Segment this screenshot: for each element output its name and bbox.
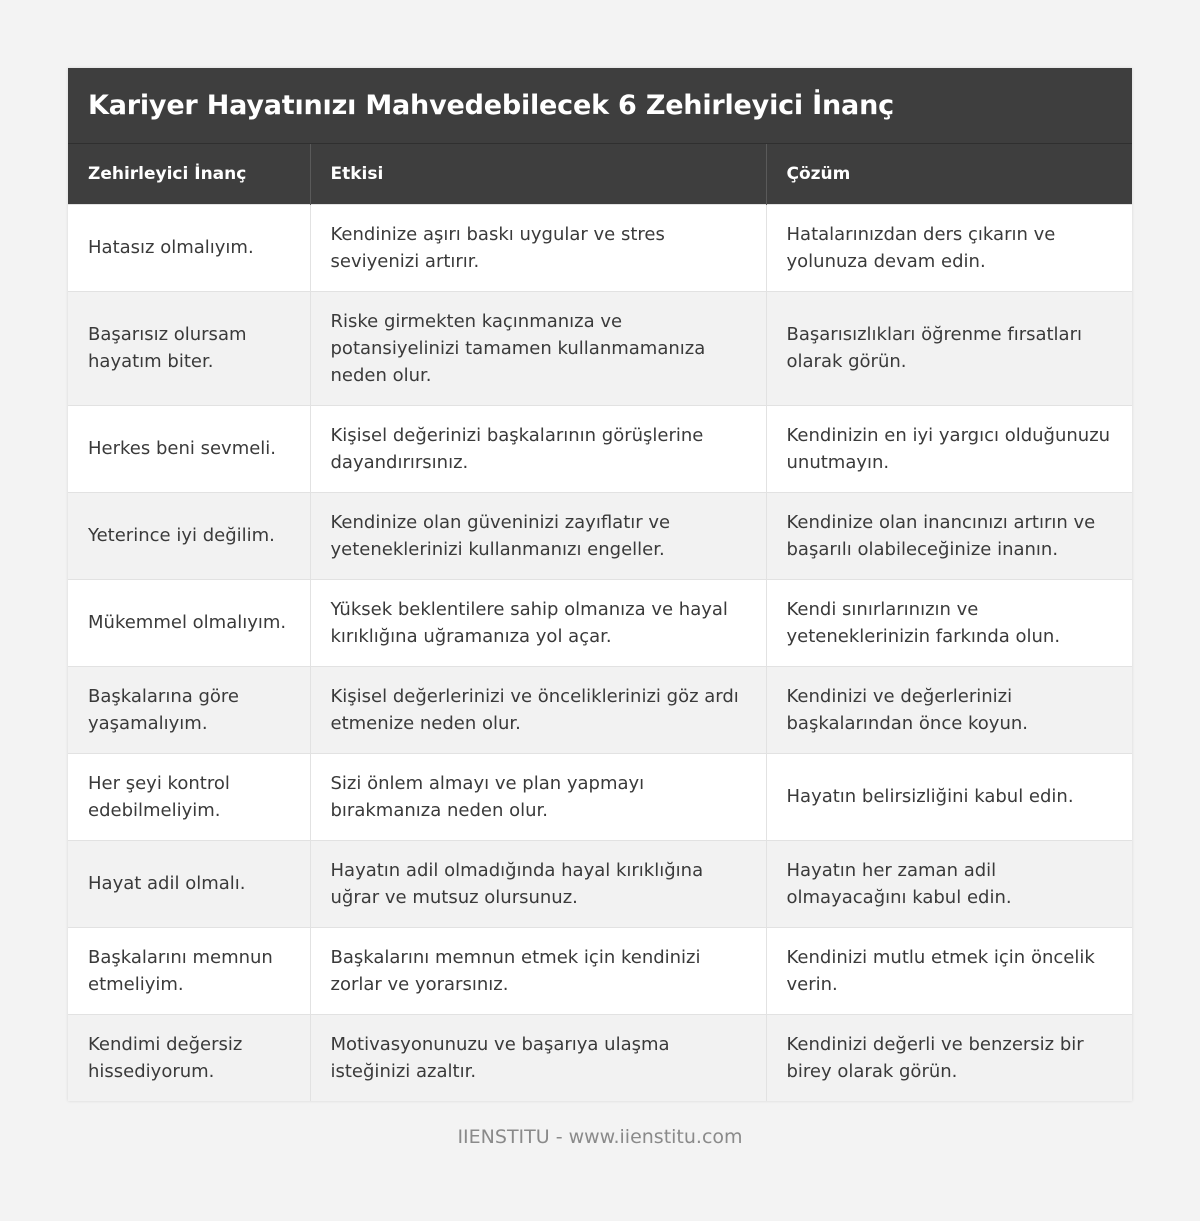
title-bar	[68, 68, 1132, 144]
solution-cell: Kendi sınırlarınızın ve yeteneklerinizin farkında olun.	[766, 579, 1132, 666]
effect-cell: Riske girmekten kaçınmanıza ve potansiyelinizi tamamen kullanmamanıza neden olur.	[310, 291, 766, 405]
effect-cell: Kendinize aşırı baskı uygular ve stres seviyenizi artırır.	[310, 204, 766, 291]
effect-cell: Sizi önlem almayı ve plan yapmayı bırakmanıza neden olur.	[310, 753, 766, 840]
solution-cell: Kendinize olan inancınızı artırın ve başarılı olabileceğinize inanın.	[766, 492, 1132, 579]
solution-cell: Hayatın her zaman adil olmayacağını kabul edin.	[766, 840, 1132, 927]
column-header-solution: Çözüm	[766, 144, 1132, 204]
belief-cell: Her şeyi kontrol edebilmeliyim.	[68, 753, 310, 840]
belief-cell: Mükemmel olmalıyım.	[68, 579, 310, 666]
table-row	[68, 1014, 1132, 1101]
belief-cell: Yeterince iyi değilim.	[68, 492, 310, 579]
belief-cell: Herkes beni sevmeli.	[68, 405, 310, 492]
belief-cell: Kendimi değersiz hissediyorum.	[68, 1014, 310, 1101]
column-header-belief: Zehirleyici İnanç	[68, 144, 310, 204]
effect-cell: Hayatın adil olmadığında hayal kırıklığına uğrar ve mutsuz olursunuz.	[310, 840, 766, 927]
column-header-effect: Etkisi	[310, 144, 766, 204]
effect-cell: Kişisel değerlerinizi ve önceliklerinizi göz ardı etmenize neden olur.	[310, 666, 766, 753]
table-row	[68, 753, 1132, 840]
effect-cell: Kişisel değerinizi başkalarının görüşlerine dayandırırsınız.	[310, 405, 766, 492]
solution-cell: Kendinizi mutlu etmek için öncelik verin.	[766, 927, 1132, 1014]
belief-cell: Başkalarına göre yaşamalıyım.	[68, 666, 310, 753]
effect-cell: Motivasyonunuzu ve başarıya ulaşma isteğinizi azaltır.	[310, 1014, 766, 1101]
solution-cell: Kendinizi değerli ve benzersiz bir birey olarak görün.	[766, 1014, 1132, 1101]
solution-cell: Kendinizi ve değerlerinizi başkalarından önce koyun.	[766, 666, 1132, 753]
table-row	[68, 405, 1132, 492]
solution-cell: Hatalarınızdan ders çıkarın ve yolunuza devam edin.	[766, 204, 1132, 291]
table-row	[68, 579, 1132, 666]
footer-credit: IIENSTITU - www.iienstitu.com	[457, 1126, 743, 1148]
solution-cell: Kendinizin en iyi yargıcı olduğunuzu unutmayın.	[766, 405, 1132, 492]
table-row	[68, 492, 1132, 579]
table-row	[68, 666, 1132, 753]
belief-cell: Hatasız olmalıyım.	[68, 204, 310, 291]
effect-cell: Kendinize olan güveninizi zayıflatır ve yeteneklerinizi kullanmanızı engeller.	[310, 492, 766, 579]
table-header-row	[68, 144, 1132, 204]
belief-cell: Başarısız olursam hayatım biter.	[68, 291, 310, 405]
table-row	[68, 927, 1132, 1014]
solution-cell: Hayatın belirsizliğini kabul edin.	[766, 753, 1132, 840]
belief-cell: Başkalarını memnun etmeliyim.	[68, 927, 310, 1014]
belief-cell: Hayat adil olmalı.	[68, 840, 310, 927]
table-row	[68, 291, 1132, 405]
page-title: Kariyer Hayatınızı Mahvedebilecek 6 Zehirleyici İnanç	[88, 90, 894, 121]
effect-cell: Başkalarını memnun etmek için kendinizi zorlar ve yorarsınız.	[310, 927, 766, 1014]
beliefs-table	[68, 144, 1132, 1101]
effect-cell: Yüksek beklentilere sahip olmanıza ve hayal kırıklığına uğramanıza yol açar.	[310, 579, 766, 666]
infographic-card	[68, 68, 1132, 1101]
table-row	[68, 840, 1132, 927]
solution-cell: Başarısızlıkları öğrenme fırsatları olarak görün.	[766, 291, 1132, 405]
table-row	[68, 204, 1132, 291]
